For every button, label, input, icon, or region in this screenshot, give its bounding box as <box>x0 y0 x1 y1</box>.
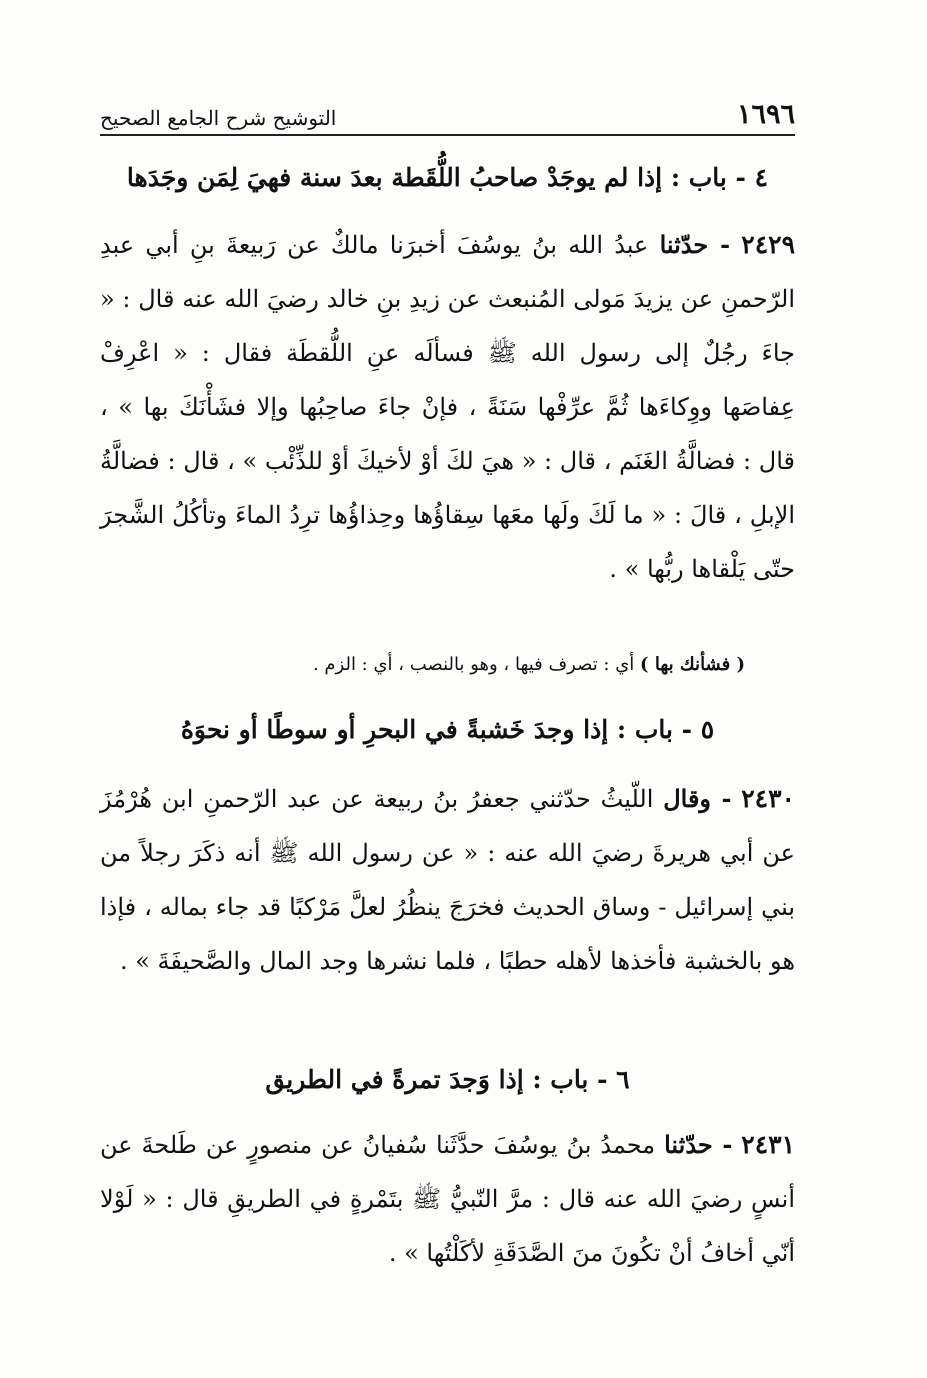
explanatory-note <box>100 650 795 680</box>
hadith-text: عبدُ الله بنُ يوسُفَ أخبرَنا مالكٌ عن رَبيعةَ بنِ أبي عبدِ الرّحمنِ عن يزيدَ مَولى المُنبعث عن زيدِ بنِ خالد رضيَ الله عنه قال : « جاءَ رجُلٌ إلى رسول الله ﷺ فسألَه عنِ اللُّقطَة فقال : « اعْرِفْ عِفاصَها ووِكاءَها ثُمَّ عرِّفْها سَنَةً ، فإنْ جاءَ صاحِبُها وإلا فشَأْنَكَ بها » ، قال : فضالَّةُ الغَنَم ، قال : « هيَ لكَ أوْ لأخيكَ أوْ للذِّئْب » ، قال : فضالَّةُ الإبلِ ، قالَ : « ما لَكَ ولَها معَها سِقاؤُها وحِذاؤُها ترِدُ الماءَ وتأكُلُ الشَّجرَ حتّى يَلْقاها ربُّها » . <box>100 231 795 583</box>
hadith-separator: - <box>711 784 732 813</box>
running-title: التوشيح شرح الجامع الصحيح <box>100 106 337 130</box>
note-term: ( فشأنك بها ) <box>640 654 745 675</box>
note-text: أي : تصرف فيها ، وهو بالنصب ، أي : الزم . <box>312 654 635 675</box>
chapter-heading: ٦ - باب : إذا وَجدَ تمرةً في الطريق <box>265 1065 630 1094</box>
hadith-paragraph <box>100 772 795 988</box>
page-header <box>100 92 795 136</box>
hadith-paragraph <box>100 1118 795 1280</box>
hadith-separator: - <box>708 230 731 259</box>
hadith-separator: - <box>712 1130 733 1159</box>
page-number: ١٦٩٦ <box>736 99 795 130</box>
hadith-number: ٢٤٣٠ <box>741 784 795 813</box>
hadith-text: محمدُ بنُ يوسُفَ حدَّثَنا سُفيانُ عن منصورٍ عن طَلحةَ عن أنسٍ رضيَ الله عنه قال : مرَّ النّبيُّ ﷺ بتَمْرةٍ في الطريقِ قال : « لَوْلا أنّي أخافُ أنْ تكُونَ منَ الصَّدَقَةِ لأكَلْتُها » . <box>100 1131 795 1267</box>
hadith-lead-word: حدّثنا <box>659 230 709 259</box>
hadith-lead-word: وقال <box>663 784 711 813</box>
chapter-heading: ٤ - باب : إذا لم يوجَدْ صاحبُ اللُّقَطة بعدَ سنة فهيَ لِمَن وجَدَها <box>126 163 769 192</box>
hadith-paragraph <box>100 218 795 596</box>
hadith-lead-word: حدّثنا <box>664 1130 713 1159</box>
hadith-text: اللّيثُ حدّثني جعفرُ بنُ ربيعة عن عبد الرّحمنِ ابن هُرْمُزَ عن أبي هريرةَ رضيَ الله عنه : « عن رسول الله ﷺ أنه ذكَرَ رجلاً من بني إسرائيل - وساق الحديث فخرَجَ ينظُرُ لعلَّ مَرْكبًا قد جاء بماله ، فإذا هو بالخشبة فأخذها لأهله حطبًا ، فلما نشرها وجد المال والصَّحيفَةَ » . <box>100 785 796 975</box>
chapter-heading: ٥ - باب : إذا وجدَ خَشبةً في البحرِ أو سوطًا أو نحوَهُ <box>180 715 715 744</box>
hadith-number: ٢٤٢٩ <box>741 230 796 259</box>
hadith-number: ٢٤٣١ <box>741 1130 795 1159</box>
